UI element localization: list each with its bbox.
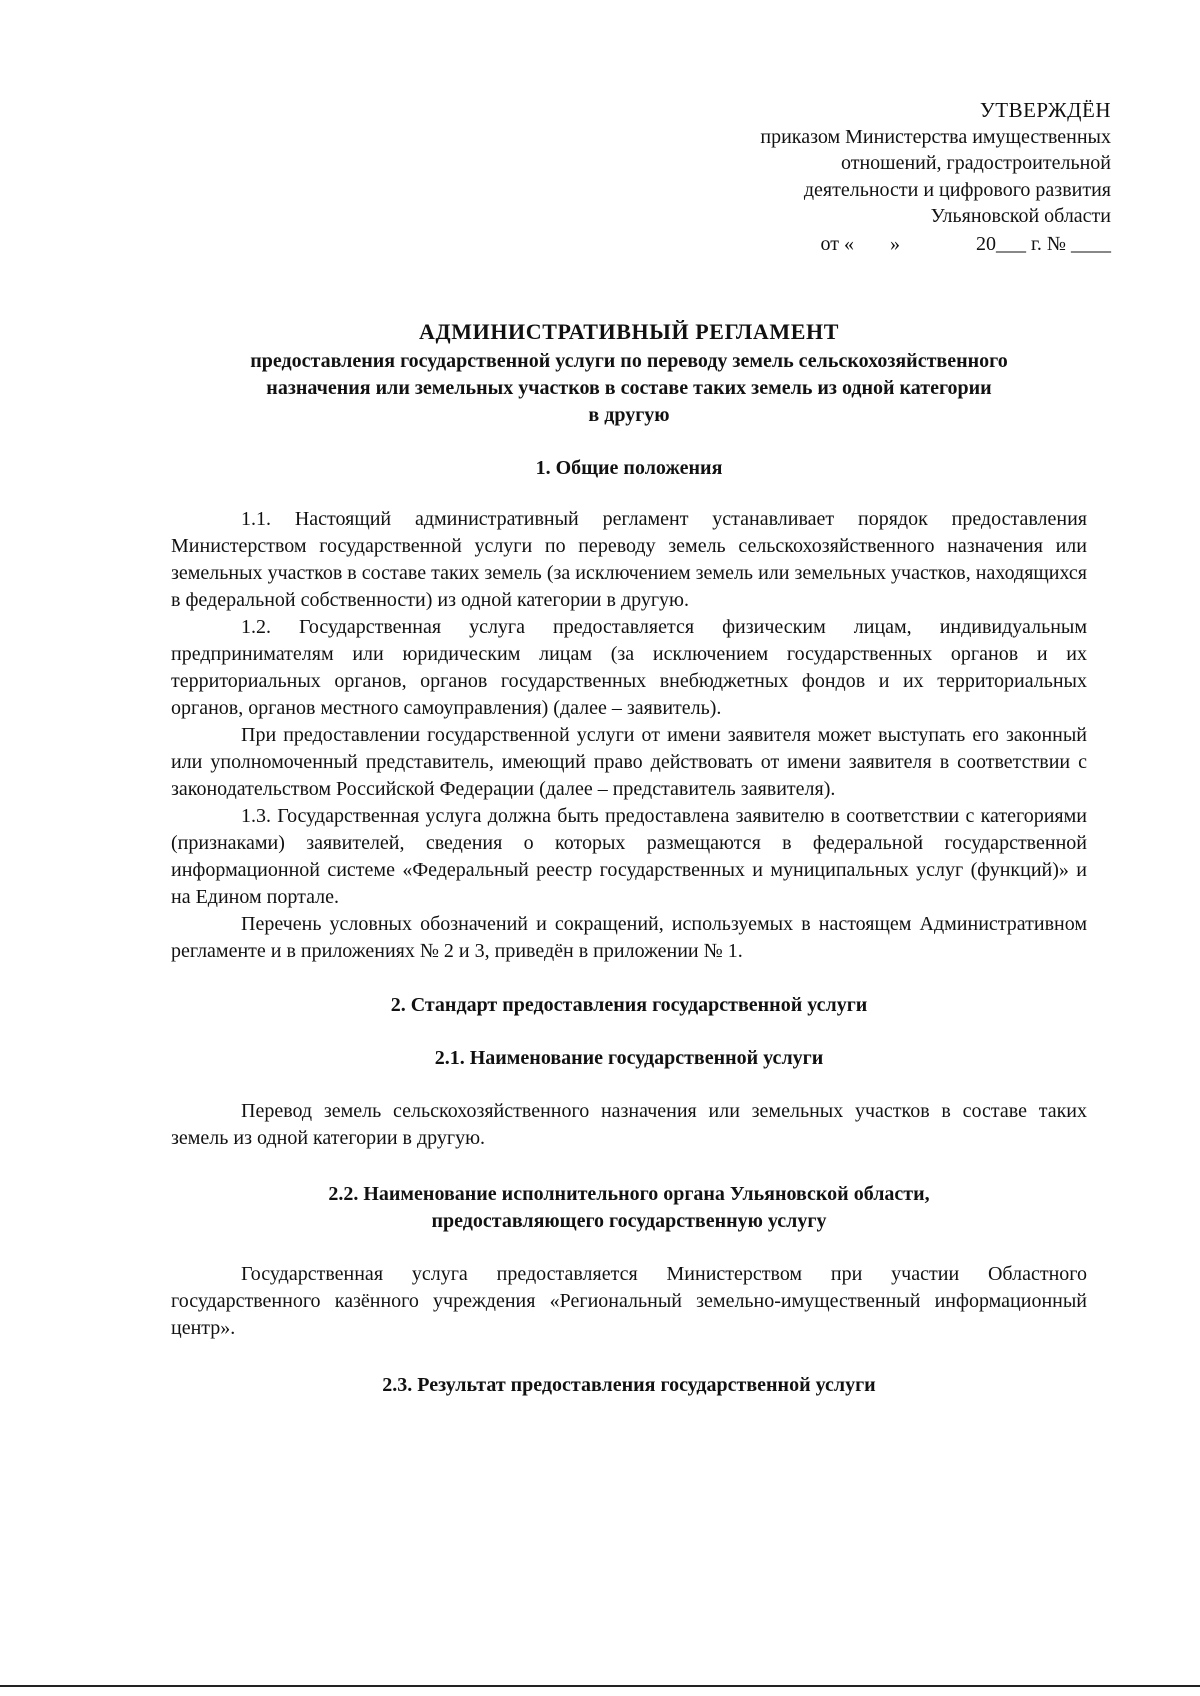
approval-line: Ульяновской области — [930, 205, 1111, 227]
paragraph: Государственная услуга предоставляется Министерством при участии Областного государственного казённого учреждения «Региональный земельно-имущественный информационный центр». — [171, 1263, 1087, 1339]
paragraph: 1.3. Государственная услуга должна быть предоставлена заявителю в соответствии с категориями (признаками) заявителей, сведения о которых размещаются в федеральной государственной информационной системе «Федеральный реестр государственных и муниципальных услуг (функций)» и на Едином портале. — [171, 805, 1087, 908]
paragraph: 1.1. Настоящий административный регламент устанавливает порядок предоставления Министерством государственной услуги по переводу земель сельскохозяйственного назначения или земельных участков в составе таких земель (за исключением земель или земельных участков, находящихся в федеральной собственности) из одной категории в другую. — [171, 508, 1087, 611]
approval-block — [760, 97, 1111, 257]
date-mid: » — [889, 232, 900, 255]
paragraph: 1.2. Государственная услуга предоставляется физическим лицам, индивидуальным предпринимателям или юридическим лицам (за исключением государственных органов и их территориальных органов, органов государственных внебюджетных фондов и их территориальных органов, органов местного самоуправления) (далее – заявитель). — [171, 616, 1087, 719]
approval-line: отношений, градостроительной — [840, 152, 1111, 174]
paragraph: При предоставлении государственной услуги от имени заявителя может выступать его законный или уполномоченный представитель, имеющий право действовать от имени заявителя в соответствии с законодательством Российской Федерации (далее – представитель заявителя). — [171, 724, 1087, 800]
subtitle-line: назначения или земельных участков в составе таких земель из одной категории — [266, 377, 992, 399]
subtitle-line: в другую — [588, 404, 670, 426]
section-2-1-heading: 2.1. Наименование государственной услуги — [434, 1047, 824, 1069]
document-body — [171, 318, 1087, 1399]
page-bottom-rule — [0, 1685, 1200, 1687]
section-2-2-heading — [171, 1181, 1087, 1235]
section-2-heading: 2. Стандарт предоставления государственной услуги — [390, 994, 868, 1016]
date-year-number: 20___ г. № ____ — [975, 232, 1111, 255]
approval-heading: УТВЕРЖДЁН — [979, 98, 1111, 122]
approval-line: деятельности и цифрового развития — [803, 178, 1111, 201]
approval-line: приказом Министерства имущественных — [760, 125, 1111, 148]
document-title: АДМИНИСТРАТИВНЫЙ РЕГЛАМЕНТ — [419, 319, 839, 344]
subtitle-line: предоставления государственной услуги по переводу земель сельскохозяйственного — [250, 350, 1008, 372]
approval-date-line — [760, 231, 1111, 258]
heading-line: 2.2. Наименование исполнительного органа Ульяновской области, — [328, 1183, 930, 1205]
date-prefix: от « — [820, 232, 854, 255]
section-1-heading: 1. Общие положения — [535, 457, 723, 479]
heading-line: предоставляющего государственную услугу — [431, 1210, 827, 1232]
paragraph: Перевод земель сельскохозяйственного назначения или земельных участков в составе таких земель из одной категории в другую. — [171, 1100, 1087, 1149]
document-subtitle — [171, 348, 1087, 429]
paragraph: Перечень условных обозначений и сокращений, используемых в настоящем Административном регламенте и в приложениях № 2 и 3, приведён в приложении № 1. — [171, 913, 1087, 962]
section-2-3-heading: 2.3. Результат предоставления государственной услуги — [382, 1374, 876, 1396]
